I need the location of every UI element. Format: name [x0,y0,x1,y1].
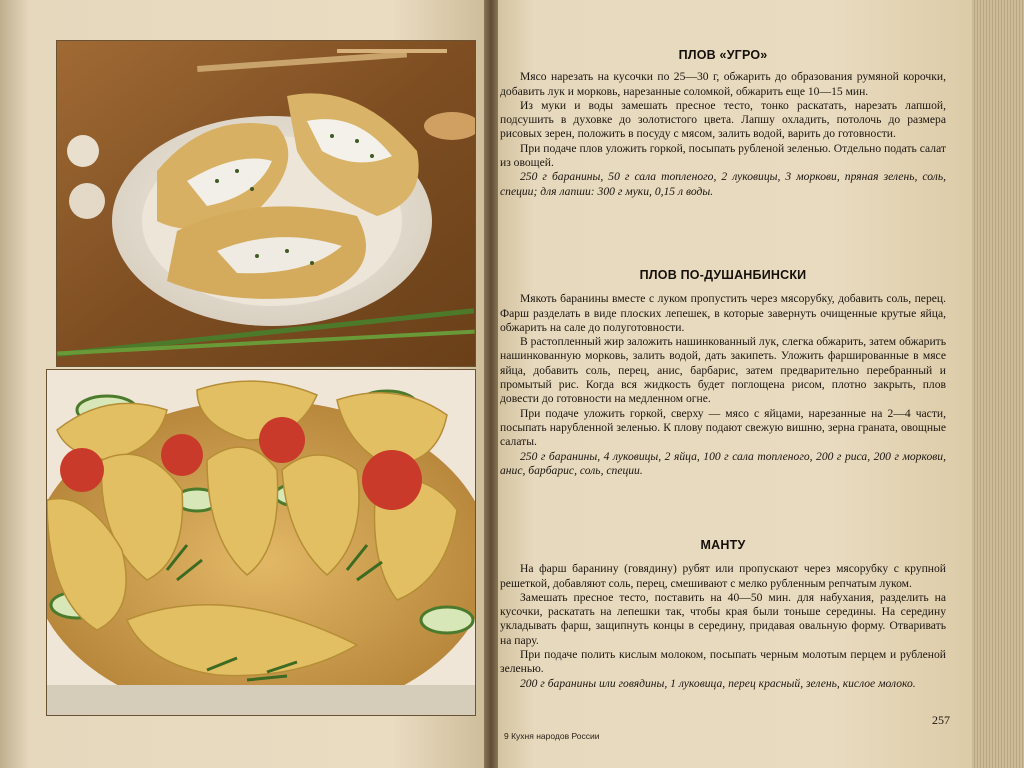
recipe-title: ПЛОВ ПО-ДУШАНБИНСКИ [639,268,807,282]
recipe-title: МАНТУ [700,538,746,552]
photo-manty-platter [46,369,476,716]
book-gutter [484,0,498,768]
recipe-paragraph: Из муки и воды замешать пресное тесто, тонко раскатать, нарезать лапшой, подсушить в духовке до золотистого цвета. Лапшу охладить, потолочь до размера рисовых зерен, положить в посуду с мясом, залить водой, варить до готовности. [500,98,946,141]
recipe-paragraph: При подаче полить кислым молоком, посыпать черным молотым перцем и рубленой зеленью. [500,648,946,676]
recipe-paragraph: На фарш баранину (говядину) рубят или пропускают через мясорубку с крупной решеткой, добавляют соль, перец, смешивают с мелко рубленным репчатым луком. [500,562,946,590]
recipe-mantu [500,538,946,691]
recipe-ingredients: 250 г баранины, 50 г сала топленого, 2 луковицы, 3 моркови, пряная зелень, соль, специи; для лапши: 300 г муки, 0,15 л воды. [500,170,946,198]
footer-note: 9 Кухня народов России [504,731,600,741]
recipe-ingredients: 250 г баранины, 4 луковицы, 2 яйца, 100 г сала топленого, 200 г риса, 200 г моркови, анис, барбарис, соль, специи. [500,449,946,477]
page-edges [972,0,1024,768]
recipe-title: ПЛОВ «УГРО» [678,48,768,62]
recipe-plov-dushanbe [500,268,946,478]
photo-dumplings-plate [56,40,476,367]
recipe-paragraph: Мясо нарезать на кусочки по 25—30 г, обжарить до образования румяной корочки, добавить лук и морковь, нарезанные соломкой, обжарить еще 10—15 мин. [500,70,946,98]
recipe-ingredients: 200 г баранины или говядины, 1 луковица, перец красный, зелень, кислое молоко. [520,676,916,690]
recipe-paragraph: При подаче уложить горкой, сверху — мясо с яйцами, нарезанные на 2—4 части, посыпать нарубленной зеленью. К плову подают свежую вишню, зерна граната, овощные салаты. [500,406,946,449]
recipe-paragraph: При подаче плов уложить горкой, посыпать рубленой зеленью. Отдельно подать салат из овощей. [500,141,946,170]
page-number: 257 [932,713,950,727]
recipe-paragraph: Мякоть баранины вместе с луком пропустить через мясорубку, добавить соль, перец. Фарш разделать в виде плоских лепешек, в которые завернуть очищенные крутые яйца, обжарить на сале до полуготовности. [500,292,946,334]
recipe-paragraph: В растопленный жир заложить нашинкованный лук, слегка обжарить, затем обжарить нашинкованную морковь, залить водой, дать закипеть. Уложить фаршированные в мясе яйца, добавить соль, перец, анис, барбарис, затем предварительно перебранный и промытый рис. Когда вся жидкость будет поглощена рисом, плотно закрыть, плов довести до готовности на медленном огне. [500,335,946,406]
recipe-plov-ugro [500,48,946,199]
recipe-paragraph: Замешать пресное тесто, поставить на 40—50 мин. для набухания, разделить на кусочки, раскатать на лепешки так, чтобы края были тоньше середины. На середину укладывать фарш, защипнуть концы в середину, придавая овальную форму. Отваривать на пару. [500,590,946,647]
